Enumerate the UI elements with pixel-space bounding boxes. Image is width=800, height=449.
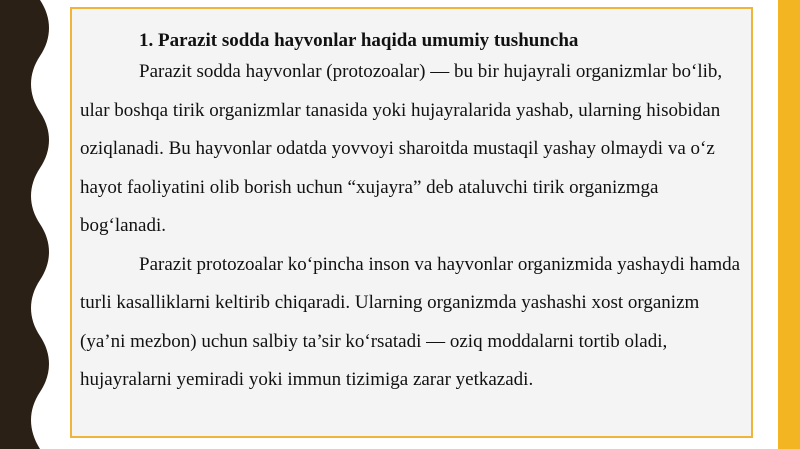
paragraph-2: Parazit protozoalar ko‘pincha inson va hayvonlar organizmida yashaydi hamda turli kasalliklarni keltirib chiqaradi. Ularning organizmda yashashi xost organizm (ya’ni mezbon) uchun salbiy ta’sir ko‘rsatadi — oziq moddalarni tortib oladi, hujayralarni yemiradi yoki immun tizimiga zarar yetkazadi. — [80, 253, 741, 390]
wavy-band-shape — [0, 0, 49, 449]
section-heading: 1. Parazit sodda hayvonlar haqida umumiy tushuncha — [139, 30, 579, 51]
content-box — [70, 7, 753, 438]
right-accent-strip — [778, 0, 800, 449]
left-decorative-band — [0, 0, 60, 449]
paragraph-1: Parazit sodda hayvonlar (protozoalar) — bu bir hujayrali organizmlar bo‘lib, ular boshqa tirik organizmlar tanasida yoki hujayralarida yashab, ularning hisobidan oziqlanadi. Bu hayvonlar odatda yovvoyi sharoitda mustaqil yashay olmaydi va o‘z hayot faoliyatini olib borish uchun “xujayra” deb ataluvchi tirik organizmga bog‘lanadi. — [80, 61, 723, 236]
